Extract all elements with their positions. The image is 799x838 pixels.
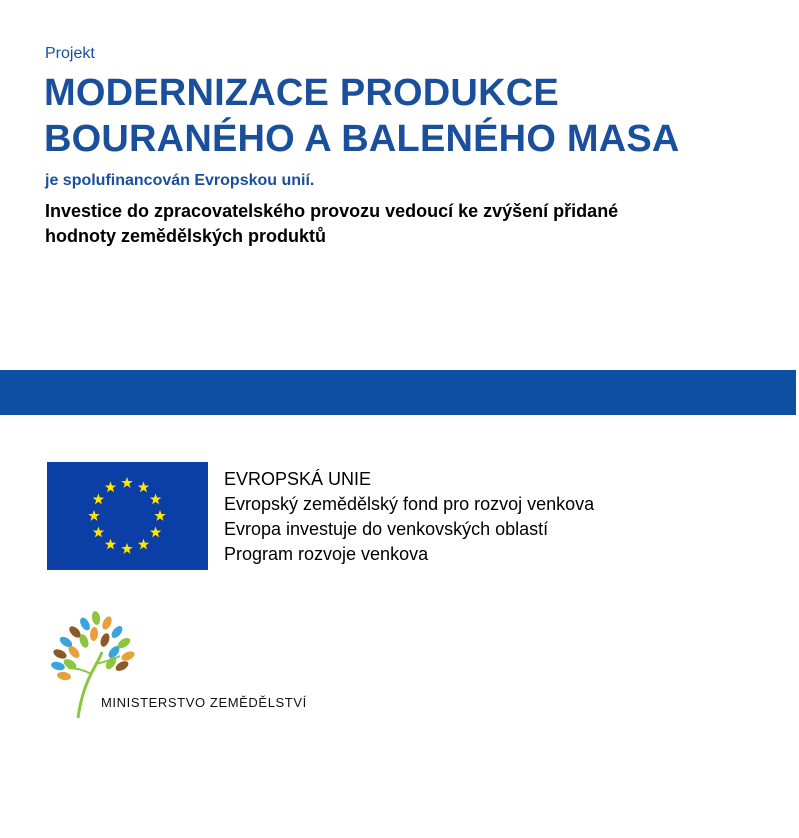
cofinanced-statement: je spolufinancován Evropskou unií. bbox=[45, 172, 315, 189]
eu-flag-icon bbox=[47, 462, 208, 570]
eu-info-block bbox=[224, 467, 594, 567]
eu-fund: Evropský zemědělský fond pro rozvoj venkova bbox=[224, 494, 595, 514]
eu-star-icon bbox=[150, 494, 161, 505]
eu-stars bbox=[47, 462, 208, 570]
ministry-name: MINISTERSTVO ZEMĚDĚLSTVÍ bbox=[101, 695, 307, 710]
blue-divider-band bbox=[0, 370, 796, 415]
eu-title: EVROPSKÁ UNIE bbox=[224, 469, 372, 489]
investment-description bbox=[45, 199, 745, 249]
eu-star-icon bbox=[105, 539, 116, 550]
eu-star-icon bbox=[93, 494, 104, 505]
eu-star-icon bbox=[121, 543, 132, 554]
project-title bbox=[44, 70, 680, 162]
project-title-line-1: MODERNIZACE PRODUKCE bbox=[44, 72, 559, 114]
eu-star-icon bbox=[150, 527, 161, 538]
eu-star-icon bbox=[138, 481, 149, 492]
project-title-line-2: BOURANÉHO A BALENÉHO MASA bbox=[44, 118, 680, 160]
eu-star-icon bbox=[138, 539, 149, 550]
investment-line-2: hodnoty zemědělských produktů bbox=[45, 226, 327, 246]
eu-star-icon bbox=[105, 481, 116, 492]
eu-star-icon bbox=[93, 527, 104, 538]
eu-star-icon bbox=[154, 510, 165, 521]
eu-slogan: Evropa investuje do venkovských oblastí bbox=[224, 519, 549, 539]
eu-program: Program rozvoje venkova bbox=[224, 544, 429, 564]
eu-star-icon bbox=[88, 510, 99, 521]
investment-line-1: Investice do zpracovatelského provozu vedoucí ke zvýšení přidané bbox=[45, 201, 619, 221]
eu-star-icon bbox=[121, 477, 132, 488]
project-label: Projekt bbox=[45, 45, 95, 62]
